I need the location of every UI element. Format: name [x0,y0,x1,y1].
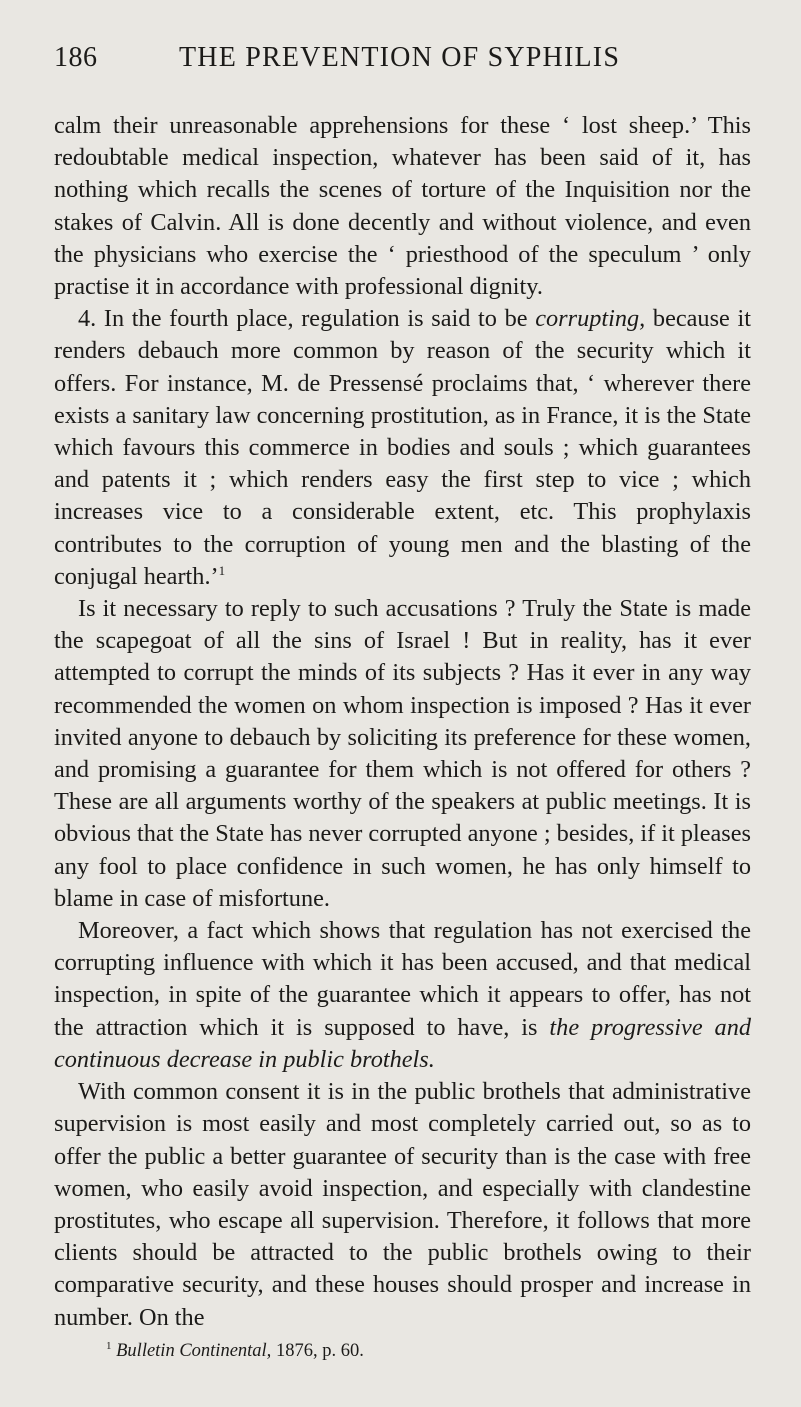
paragraph-text: Is it necessary to reply to such accusations ? Truly the State is made the scapegoat of all the sins of Israel ! But in reality, has it ever attempted to corrupt the minds of its subjects ? Has it ever in any way recommended the women on whom inspection is imposed ? Has it ever invited anyone to debauch by soliciting its preference for these women, and promising a guarantee for them which is not offered for others ? These are all arguments worthy of the speakers at public meetings. It is obvious that the State has never corrupted anyone ; besides, if it pleases any fool to place confidence in such women, he has only himself to blame in case of misfortune. [54,595,751,912]
paragraph-3 [54,593,751,915]
page-number: 186 [54,42,98,73]
footnote-reference: 1 [218,562,226,578]
paragraph-text: With common consent it is in the public brothels that administrative supervision is most easily and most completely carried out, so as to offer the public a better guarantee of security than is the case with free women, who easily avoid inspection, and especially with clandestine prostitutes, who escape all supervision. Therefore, it follows that more clients should be attracted to the public brothels owing to their comparative security, and these houses should prosper and increase in number. On the [54,1078,751,1331]
running-title: THE PREVENTION OF SYPHILIS [179,42,621,73]
paragraph-text: Moreover, a fact which shows that regulation has not exercised the corrupting influence with which it has been accused, and that medical inspection, in spite of the guarantee which it appears to offer, has not the attraction which it is supposed to have, is [54,917,751,1041]
paragraph-1 [54,110,751,303]
emphasis-text: the progressive and continuous decrease in public brothels. [54,1013,751,1073]
footnote [54,1340,751,1362]
paragraph-text: because it renders debauch more common by reason of the security which it offers. For instance, M. de Pressensé proclaims that, ‘ wherever there exists a sanitary law concerning prostitution, as in France, it is the State which favours this commerce in bodies and souls ; which guarantees and patents it ; which renders easy the first step to vice ; which increases vice to a considerable extent, etc. This prophylaxis contributes to the corruption of young men and the blasting of the conjugal hearth.’ [54,305,751,590]
paragraph-text: 4. In the fourth place, regulation is said to be [78,305,536,333]
paragraph-text: calm their unreasonable apprehensions for these ‘ lost sheep.’ This redoubtable medical inspection, whatever has been said of it, has nothing which recalls the scenes of torture of the Inquisition nor the stakes of Calvin. All is done decently and without violence, and even the physicians who exercise the ‘ priesthood of the speculum ’ only practise it in accordance with professional dignity. [54,112,751,301]
footnote-text: 1876, p. 60. [271,1340,364,1361]
footnote-source: Bulletin Continental, [116,1340,272,1361]
running-head [54,42,751,86]
paragraph-4 [54,915,751,1076]
footnote-marker: 1 [106,1339,112,1352]
paragraph-5 [54,1076,751,1334]
paragraph-2 [54,303,751,593]
emphasis-text: corrupting, [535,305,646,333]
body-text [54,110,751,1334]
